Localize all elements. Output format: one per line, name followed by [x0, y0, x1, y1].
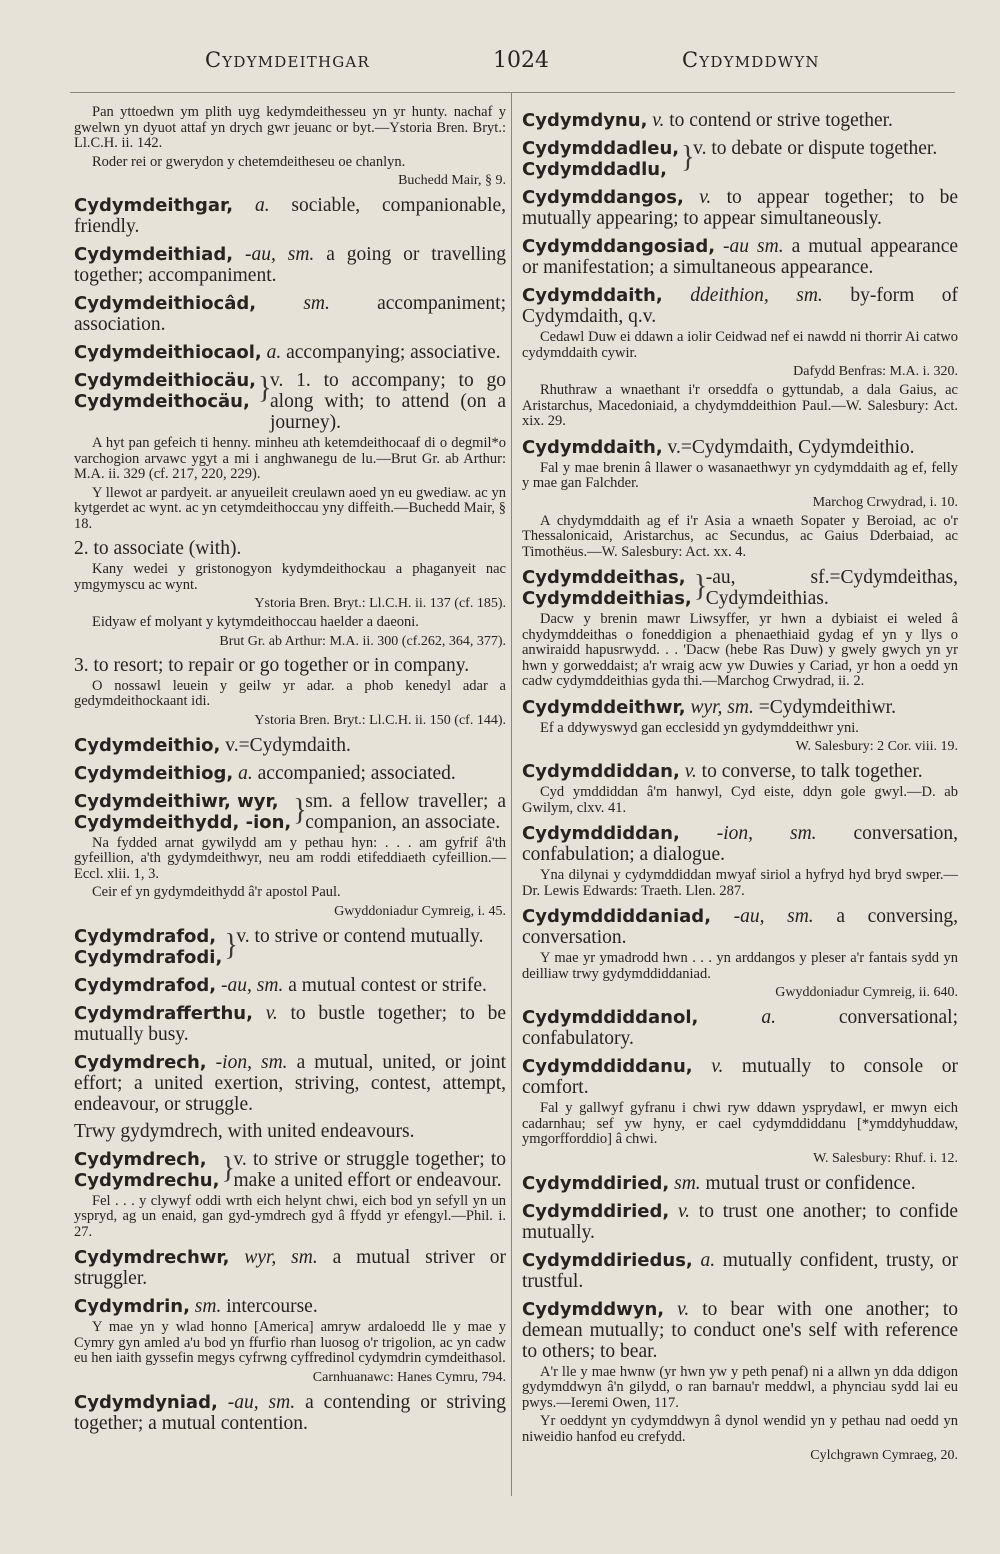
entry-definition: mutual trust or confidence.	[705, 1172, 916, 1194]
entry-definition: conversation, confabulation; a dialogue.	[522, 823, 958, 865]
entry-headword: Cydymddiddaniad,	[522, 906, 712, 927]
citation-quote: Kany wedei y gristonogyon kydymdeithockau a phaganyeit nac ymgymyscu ac wynt.	[74, 561, 506, 593]
entry-headword: Cydymdeithgar,	[74, 195, 234, 216]
bracketed-entry-pair	[74, 370, 506, 433]
entry-part-of-speech: v.	[677, 1298, 690, 1320]
entry-headword-group	[74, 370, 256, 433]
brace-glyph: }	[693, 569, 708, 604]
citation-source: Brut Gr. ab Arthur: M.A. ii. 300 (cf.262, 364, 377).	[219, 633, 506, 649]
entry-definition: accompanying; associative.	[286, 342, 501, 363]
dictionary-entry	[74, 975, 506, 996]
column-divider	[511, 92, 512, 1496]
entry-definition: a mutual contest or strife.	[288, 974, 487, 996]
dictionary-entry	[74, 1003, 506, 1045]
entry-definition: v.=Cydymdaith, Cydymdeithio.	[667, 436, 915, 458]
entry-definition: by-form of Cydymdaith, q.v.	[522, 285, 959, 327]
entry-definition: sm. a fellow traveller; a companion, an associate.	[305, 790, 506, 833]
entry-headword: Cydymdeithiocâd,	[74, 293, 257, 314]
entry-part-of-speech: a.	[700, 1249, 716, 1271]
citation-quote: Ceir ef yn gydymdeithydd â'r apostol Paul.	[92, 884, 341, 900]
brace-glyph: }	[681, 140, 695, 175]
bracketed-entry-pair	[74, 1149, 506, 1191]
citation-quote: Y llewot ar pardyeit. ar anyueileit creulawn aoed yn eu gwediaw. ac yn kytgerdet ac wynt. ac yn cetymdeithoccau yny diffeith.—Buchedd Mair, § 18.	[74, 484, 506, 532]
citation-quote: Y mae yn y wlad honno [America] amryw ardaloedd lle y mae y Cymry gyn amled a'u bod yn ffurfio rhan luosog o'r trigolion, ac yn cadw eu hen iaith gyssefin megys cyfrwng cyffredinol cydymdrin cymdeithasol.	[74, 1319, 506, 1366]
header-rule	[70, 92, 955, 93]
bracketed-entry-pair	[74, 791, 506, 833]
citation-source: Gwyddoniadur Cymreig, i. 45.	[334, 903, 506, 919]
entry-headword: Cydymdeithiwr, wyr,	[74, 790, 279, 812]
entry-part-of-speech: wyr, sm.	[244, 1247, 318, 1268]
brace-glyph: }	[258, 371, 272, 406]
entry-part-of-speech: -au sm.	[723, 236, 784, 257]
entry-headword: Cydymdeithocäu,	[74, 391, 250, 412]
left-column	[74, 103, 506, 1437]
dictionary-entry	[522, 285, 958, 327]
dictionary-entry	[74, 763, 506, 784]
entry-headword: Cydymddiddanol,	[522, 1007, 699, 1028]
entry-definition: mutually confident, trusty, or trustful.	[522, 1249, 958, 1292]
dictionary-entry	[74, 342, 506, 363]
entry-part-of-speech: v.	[265, 1002, 278, 1024]
citation-quote: A'r lle y mae hwnw (yr hwn yw y peth penaf) ni a allwn yn dda ddigon gydymddwyn â'n gilydd, o ran barnau'r meddwl, a phynciau sydd lai eu pwys.—Ieremi Owen, 117.	[522, 1363, 958, 1411]
citation-source: W. Salesbury: 2 Cor. viii. 19.	[795, 739, 958, 754]
sense-definition: 3. to resort; to repair or go together or in company.	[74, 654, 470, 676]
citation-source: Gwyddoniadur Cymreig, ii. 640.	[775, 985, 958, 1000]
entry-headword: Cydymdeithydd, -ion,	[74, 811, 292, 833]
citation-quote: A chydymddaith ag ef i'r Asia a wnaeth Sopater y Beroiad, ac o'r Thessalonicaid, Aristarchus, ac Secundus, ac Gaius Dderbaiad, ac Timothëus.—W. Salesbury: Act. xx. 4.	[522, 512, 958, 560]
entry-headword: Cydymdyniad,	[74, 1391, 218, 1413]
dictionary-entry	[74, 195, 506, 237]
citation-quote: Fal y mae brenin â llawer o wasanaethwyr yn cydymddaith ag ef, felly y mae gan Falchder.	[522, 459, 958, 491]
entry-definition: v. 1. to accompany; to go along with; to attend (on a journey).	[270, 370, 506, 433]
running-head-right: Cydymddwyn	[682, 48, 820, 72]
brace-glyph: }	[293, 792, 307, 827]
entry-part-of-speech: wyr, sm.	[690, 696, 754, 718]
dictionary-entry	[522, 236, 958, 278]
dictionary-entry	[74, 735, 506, 756]
running-head-left: Cydymdeithgar	[205, 48, 370, 72]
entry-headword: Cydymddadlu,	[522, 159, 667, 180]
entry-definition: -au, sf.=Cydymdeithas, Cydymdeithias.	[705, 567, 958, 609]
citation-quote: O nossawl leuein y geilw yr adar. a phob kenedyl adar a gedymdeithockaant idi.	[74, 677, 506, 709]
entry-definition: to contend or strive together.	[669, 110, 893, 131]
dictionary-entry	[522, 110, 958, 131]
entry-part-of-speech: a.	[238, 762, 253, 784]
entry-definition: to bustle together; to be mutually busy.	[74, 1002, 506, 1045]
citation-source: Marchog Crwydrad, i. 10.	[812, 494, 958, 510]
entry-headword-group	[522, 567, 692, 609]
entry-definition: sociable, companionable, friendly.	[74, 195, 507, 237]
entry-part-of-speech: a.	[254, 195, 270, 216]
right-column	[522, 103, 958, 1467]
entry-part-of-speech: v.	[677, 1200, 691, 1222]
entry-definition: mutually to console or comfort.	[522, 1056, 958, 1098]
entry-part-of-speech: sm.	[303, 293, 330, 314]
entry-definition: accompanied; associated.	[257, 762, 456, 784]
citation-source: Carnhuanawc: Hanes Cymru, 794.	[312, 1369, 506, 1385]
entry-definition: to appear together; to be mutually appearing; to appear simultaneously.	[522, 187, 959, 229]
entry-part-of-speech: -au, sm.	[244, 244, 315, 265]
bracketed-entry-pair	[522, 567, 958, 609]
entry-headword: Cydymddiddanu,	[522, 1056, 693, 1077]
entry-headword: Cydymdrin,	[74, 1296, 190, 1317]
entry-part-of-speech: v.	[711, 1056, 724, 1077]
citation-source: W. Salesbury: Rhuf. i. 12.	[813, 1150, 958, 1166]
entry-definition: to bear with one another; to demean mutually; to conduct one's self with reference to others; to bear.	[522, 1298, 959, 1362]
citation-quote: Cedawl Duw ei ddawn a iolir Ceidwad nef ei nawdd ni thorrir Ai catwo cydymddaith cywir.	[522, 329, 958, 361]
entry-definition: v. to strive or struggle together; to make a united effort or endeavour.	[233, 1148, 506, 1191]
citation-source: Ystoria Bren. Bryt.: Ll.C.H. ii. 150 (cf. 144).	[254, 712, 506, 728]
entry-headword: Cydymdrafferthu,	[74, 1002, 253, 1024]
entry-headword: Cydymddiried,	[522, 1200, 670, 1222]
entry-headword: Cydymddiddan,	[522, 823, 680, 844]
entry-definition: v.=Cydymdaith.	[225, 734, 351, 756]
entry-headword: Cydymdeithio,	[74, 734, 221, 756]
entry-headword: Cydymddeithwr,	[522, 696, 686, 718]
dictionary-entry	[522, 437, 958, 458]
dictionary-entry	[522, 1201, 958, 1243]
citation-source: Cylchgrawn Cymraeg, 20.	[810, 1448, 958, 1463]
dictionary-entry	[522, 1299, 958, 1362]
citation-quote: Yr oeddynt yn cydymddwyn â dynol wendid yn y pethau nad oedd yn niweidio hanfod eu crefydd.	[522, 1413, 958, 1445]
citation-quote: Fel . . . y clywyf oddi wrth eich helynt chwi, eich bod yn sefyll yn un yspryd, ag un enaid, gan gyd-ymdrech gyd â ffydd yr efengyl.—Phil. i. 27.	[74, 1192, 506, 1240]
entry-headword: Cydymddadleu,	[522, 138, 680, 159]
entry-definition: =Cydymdeithiwr.	[758, 696, 896, 718]
entry-part-of-speech: -au, sm.	[227, 1391, 296, 1413]
entry-part-of-speech: v.	[699, 187, 712, 208]
entry-headword: Cydymddwyn,	[522, 1298, 665, 1320]
entry-definition: intercourse.	[226, 1296, 318, 1317]
entry-definition: conversational; confabulatory.	[522, 1007, 958, 1049]
phrase-definition: Trwy gydymdrech, with united endeavours.	[74, 1120, 415, 1142]
citation-quote: Y mae yr ymadrodd hwn . . . yn arddangos y pleser a'r fantais sydd yn deilliaw trwy gydymddiddaniad.	[522, 950, 958, 982]
entry-headword: Cydymdrech,	[74, 1051, 207, 1073]
citation-quote: Ef a ddywyswyd gan ecclesidd yn gydymddeithwr yni.	[540, 719, 859, 736]
entry-headword: Cydymdrafodi,	[74, 946, 223, 968]
entry-headword-group	[74, 926, 222, 968]
entry-part-of-speech: v.	[652, 110, 665, 131]
dictionary-entry	[74, 244, 506, 286]
page-number: 1024	[493, 48, 549, 73]
entry-headword: Cydymdrechu,	[74, 1169, 220, 1191]
dictionary-entry	[522, 906, 958, 948]
entry-headword: Cydymdrech,	[74, 1148, 207, 1170]
entry-headword: Cydymddeithas,	[522, 567, 686, 588]
entry-definition: v. to debate or dispute together.	[693, 138, 938, 159]
dictionary-entry	[522, 187, 958, 229]
entry-headword: Cydymddiddan,	[522, 761, 680, 782]
citation-quote: Yna dilynai y cydymddiddan mwyaf siriol a hyfryd hyd bryd swper.—Dr. Lewis Edwards: Traeth. Llen. 287.	[522, 867, 958, 899]
entry-definition: a going or travelling together; accompaniment.	[74, 244, 507, 286]
citation-quote: A hyt pan gefeich ti henny. minheu ath ketemdeithocaaf di o degmil*o varchogion arvawc ygyt a mi i anghwanegu de lu.—Brut Gr. ab Arthur: M.A. ii. 329 (cf. 217, 220, 229).	[74, 435, 506, 482]
entry-part-of-speech: v.	[684, 761, 697, 782]
entry-headword: Cydymdeithiad,	[74, 244, 234, 265]
entry-definition: a mutual striver or struggler.	[74, 1247, 507, 1289]
entry-headword: Cydymddeithias,	[522, 588, 692, 609]
dictionary-entry	[74, 1052, 506, 1115]
entry-part-of-speech: sm.	[674, 1172, 701, 1194]
entry-headword: Cydymddangos,	[522, 187, 684, 208]
citation-source: Dafydd Benfras: M.A. i. 320.	[793, 364, 958, 379]
entry-part-of-speech: ddeithion, sm.	[690, 285, 823, 306]
bracketed-entry-pair	[74, 926, 506, 968]
citation-quote: Cyd ymddiddan â'm hanwyl, Cyd eiste, ddyn gole gwyl.—D. ab Gwilym, clxv. 41.	[522, 784, 958, 816]
entry-part-of-speech: a.	[761, 1007, 776, 1028]
citation-quote: Roder rei or gwerydon y chetemdeitheseu oe chanlyn.	[92, 153, 406, 170]
entry-headword-group	[74, 791, 291, 833]
entry-part-of-speech: a.	[266, 342, 282, 363]
entry-headword-group	[74, 1149, 219, 1191]
entry-definition: a conversing, conversation.	[522, 906, 959, 948]
dictionary-entry	[522, 1056, 958, 1098]
entry-part-of-speech: -ion, sm.	[215, 1051, 288, 1073]
entry-headword: Cydymdeithiocäu,	[74, 370, 257, 391]
dictionary-entry	[522, 1250, 958, 1292]
citation-quote: Dacw y brenin mawr Liwsyffer, yr hwn a dybiaist ei weled â chydymddeithas o foneddigion a phenaethiaid gydag ef yn y llys o anwiraidd hapusrwydd. . . 'Dacw (hebe Ras Duw) y gwely gwych yn yr hwn y gorweddaist; a'r wraig acw yw Duwies y Cariad, yr hon a oedd yn cadw cydymddeithias gyda thi.—Marchog Crwydrad, ii. 2.	[522, 611, 958, 689]
citation-source: Ystoria Bren. Bryt.: Ll.C.H. ii. 137 (cf. 185).	[254, 596, 506, 611]
entry-definition: a contending or striving together; a mutual contention.	[74, 1391, 507, 1434]
entry-headword: Cydymddiriedus,	[522, 1249, 693, 1271]
entry-headword: Cydymdeithiog,	[74, 762, 234, 784]
dictionary-entry	[74, 293, 506, 335]
citation-quote: Na fydded arnat gywilydd am y pethau hyn: . . . am gyfrif â'th gyfeillion, a'th gydymdeithwyr, neu am roddi etifeddiaeth cyfeillion.—Eccl. xlii. 1, 3.	[74, 834, 506, 882]
dictionary-entry	[522, 1007, 958, 1049]
entry-headword: Cydymdrechwr,	[74, 1247, 230, 1268]
entry-headword: Cydymddiried,	[522, 1172, 670, 1194]
entry-definition: to trust one another; to confide mutually.	[522, 1200, 958, 1243]
dictionary-entry	[522, 697, 958, 718]
entry-headword: Cydymdeithiocaol,	[74, 342, 262, 363]
dictionary-entry	[74, 1296, 506, 1317]
entry-definition: a mutual, united, or joint effort; a united exertion, striving, contest, attempt, endeavour, or struggle.	[74, 1051, 507, 1115]
entry-part-of-speech: sm.	[194, 1296, 222, 1317]
citation-quote: Rhuthraw a wnaethant i'r orseddfa o gyttundab, a dala Gaius, ac Aristarchus, Macedoniaid, a chydymddeithion Paul.—W. Salesbury: Act. xix. 29.	[522, 382, 958, 429]
entry-definition: v. to strive or contend mutually.	[236, 925, 484, 947]
dictionary-entry	[74, 1392, 506, 1434]
citation-quote: Pan yttoedwn ym plith uyg kedymdeithesseu yn yr hunty. nachaf y gwelwn yn dyuot attaf yn drych gwr jeuanc or byt.—Ystoria Bren. Bryt.: Ll.C.H. ii. 142.	[74, 104, 506, 151]
citation-quote: Eidyaw ef molyant y kytymdeithoccau haelder a daeoni.	[92, 614, 419, 630]
brace-glyph: }	[224, 927, 238, 962]
citation-source: Buchedd Mair, § 9.	[398, 173, 506, 188]
brace-glyph: }	[221, 1150, 235, 1185]
dictionary-entry	[522, 823, 958, 865]
entry-headword-group	[522, 138, 679, 180]
entry-part-of-speech: -au, sm.	[733, 906, 814, 927]
entry-headword: Cydymdrafod,	[74, 925, 217, 947]
dictionary-entry	[522, 1173, 958, 1194]
dictionary-entry	[522, 761, 958, 782]
entry-headword: Cydymdrafod,	[74, 974, 217, 996]
entry-part-of-speech: -ion, sm.	[716, 823, 817, 844]
entry-definition: accompaniment; association.	[74, 293, 506, 335]
entry-headword: Cydymddaith,	[522, 436, 663, 458]
citation-quote: Fal y gallwyf gyfranu i chwi ryw ddawn ysprydawl, er mwyn eich cadarnhau; sef yw hyny, er cael cydymddiddanu [*ymddyhuddaw, ymgorfforddio] â chwi.	[522, 1100, 958, 1147]
sense-definition: 2. to associate (with).	[74, 538, 242, 559]
entry-headword: Cydymddangosiad,	[522, 236, 716, 257]
entry-part-of-speech: -au, sm.	[221, 974, 284, 996]
entry-definition: a mutual appearance or manifestation; a simultaneous appearance.	[522, 236, 959, 278]
entry-headword: Cydymdynu,	[522, 110, 648, 131]
entry-headword: Cydymddaith,	[522, 285, 663, 306]
bracketed-entry-pair	[522, 138, 958, 180]
dictionary-entry	[74, 1247, 506, 1289]
entry-definition: to converse, to talk together.	[701, 761, 923, 782]
